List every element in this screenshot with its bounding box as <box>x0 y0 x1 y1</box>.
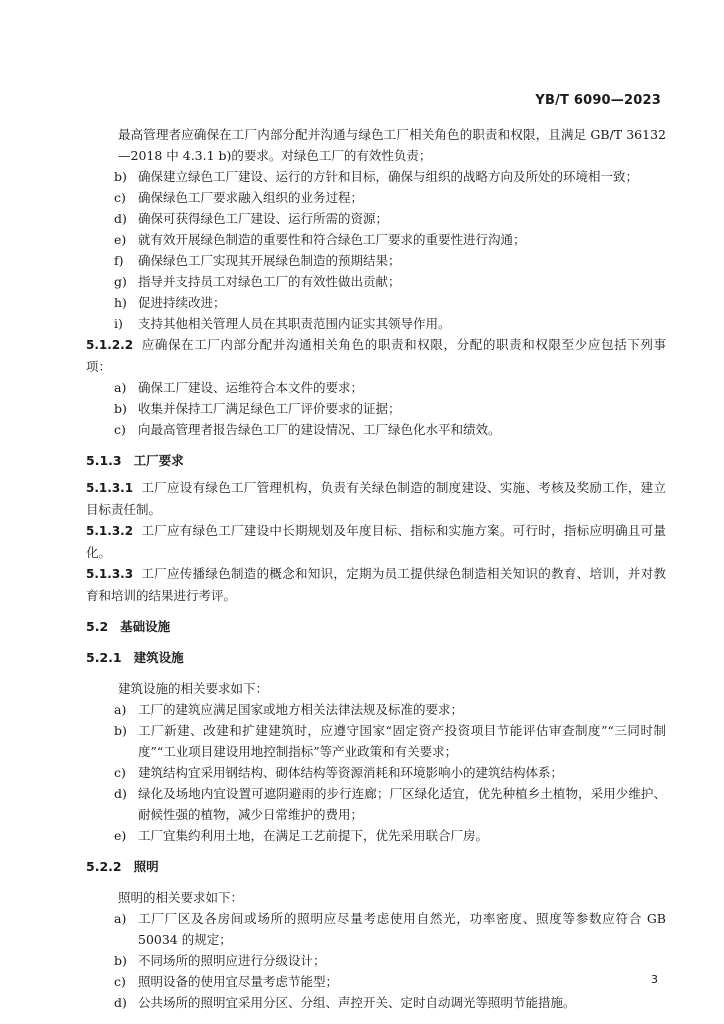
list-leadership-duties <box>86 166 666 334</box>
list-item: c) 建筑结构宜采用钢结构、砌体结构等资源消耗和环境影响小的建筑结构体系； <box>114 765 564 780</box>
list-item: a) 确保工厂建设、运维符合本文件的要求； <box>114 380 364 395</box>
list-item: b) 不同场所的照明应进行分级设计； <box>114 953 326 968</box>
list-item: b) 收集并保持工厂满足绿色工厂评价要求的证据； <box>114 401 401 416</box>
clause-5-1-2-2: 5.1.2.2 应确保在工厂内部分配并沟通相关角色的职责和权限，分配的职责和权限至少应包括下列事项： <box>86 337 666 374</box>
list-item: d) 确保可获得绿色工厂建设、运行所需的资源； <box>114 211 389 226</box>
list-item: f) 确保绿色工厂实现其开展绿色制造的预期结果； <box>114 253 401 268</box>
continuation-paragraph: 最高管理者应确保在工厂内部分配并沟通与绿色工厂相关角色的职责和权限，且满足 GB/T 36132—2018 中 4.3.1 b)的要求。对绿色工厂的有效性负责； <box>118 127 666 163</box>
clause-5-1-3-1: 5.1.3.1 工厂应设有绿色工厂管理机构，负责有关绿色制造的制度建设、实施、考核及奖励工作，建立目标责任制。 <box>86 480 666 517</box>
section-heading-5-2-2: 5.2.2 照明 <box>86 859 159 874</box>
clause-5-1-3-2: 5.1.3.2 工厂应有绿色工厂建设中长期规划及年度目标、指标和实施方案。可行时，指标应明确且可量化。 <box>86 523 666 560</box>
intro-lighting: 照明的相关要求如下： <box>118 890 244 905</box>
document-body <box>86 124 666 1013</box>
list-item: b) 确保建立绿色工厂建设、运行的方针和目标，确保与组织的战略方向及所处的环境相一致； <box>114 169 639 184</box>
list-item: i) 支持其他相关管理人员在其职责范围内证实其领导作用。 <box>114 316 451 331</box>
list-item: c) 照明设备的使用宜尽量考虑节能型； <box>114 974 339 989</box>
list-item: h) 促进持续改进； <box>114 295 226 310</box>
clause-5-1-3-3: 5.1.3.3 工厂应传播绿色制造的概念和知识，定期为员工提供绿色制造相关知识的教育、培训，并对教育和培训的结果进行考评。 <box>86 566 666 603</box>
list-item: d) 绿化及场地内宜设置可遮阴避雨的步行连廊；厂区绿化适宜，优先种植乡土植物，采用少维护、耐候性强的植物，减少日常维护的费用； <box>114 786 666 822</box>
section-heading-5-1-3: 5.1.3 工厂要求 <box>86 453 184 468</box>
section-heading-5-2-1: 5.2.1 建筑设施 <box>86 650 184 665</box>
list-building-requirements <box>86 699 666 846</box>
page-number: 3 <box>651 973 658 986</box>
list-item: c) 向最高管理者报告绿色工厂的建设情况、工厂绿色化水平和绩效。 <box>114 422 501 437</box>
list-item: c) 确保绿色工厂要求融入组织的业务过程； <box>114 190 364 205</box>
list-item: d) 公共场所的照明宜采用分区、分组、声控开关、定时自动调光等照明节能措施。 <box>114 995 576 1010</box>
list-item: e) 就有效开展绿色制造的重要性和符合绿色工厂要求的重要性进行沟通； <box>114 232 526 247</box>
intro-building-facilities: 建筑设施的相关要求如下： <box>118 681 269 696</box>
list-responsibilities <box>86 377 666 440</box>
list-item: g) 指导并支持员工对绿色工厂的有效性做出贡献； <box>114 274 401 289</box>
list-item: a) 工厂厂区及各房间或场所的照明应尽量考虑使用自然光，功率密度、照度等参数应符合 GB 50034 的规定； <box>114 911 666 947</box>
section-heading-5-2: 5.2 基础设施 <box>86 619 171 634</box>
document-code: YB/T 6090—2023 <box>535 93 661 108</box>
list-item: e) 工厂宜集约利用土地，在满足工艺前提下，优先采用联合厂房。 <box>114 828 489 843</box>
list-item: a) 工厂的建筑应满足国家或地方相关法律法规及标准的要求； <box>114 702 464 717</box>
list-lighting-requirements <box>86 908 666 1013</box>
list-item: b) 工厂新建、改建和扩建建筑时，应遵守国家“固定资产投资项目节能评估审查制度”“三同时制度”“工业项目建设用地控制指标”等产业政策和有关要求； <box>114 723 666 759</box>
